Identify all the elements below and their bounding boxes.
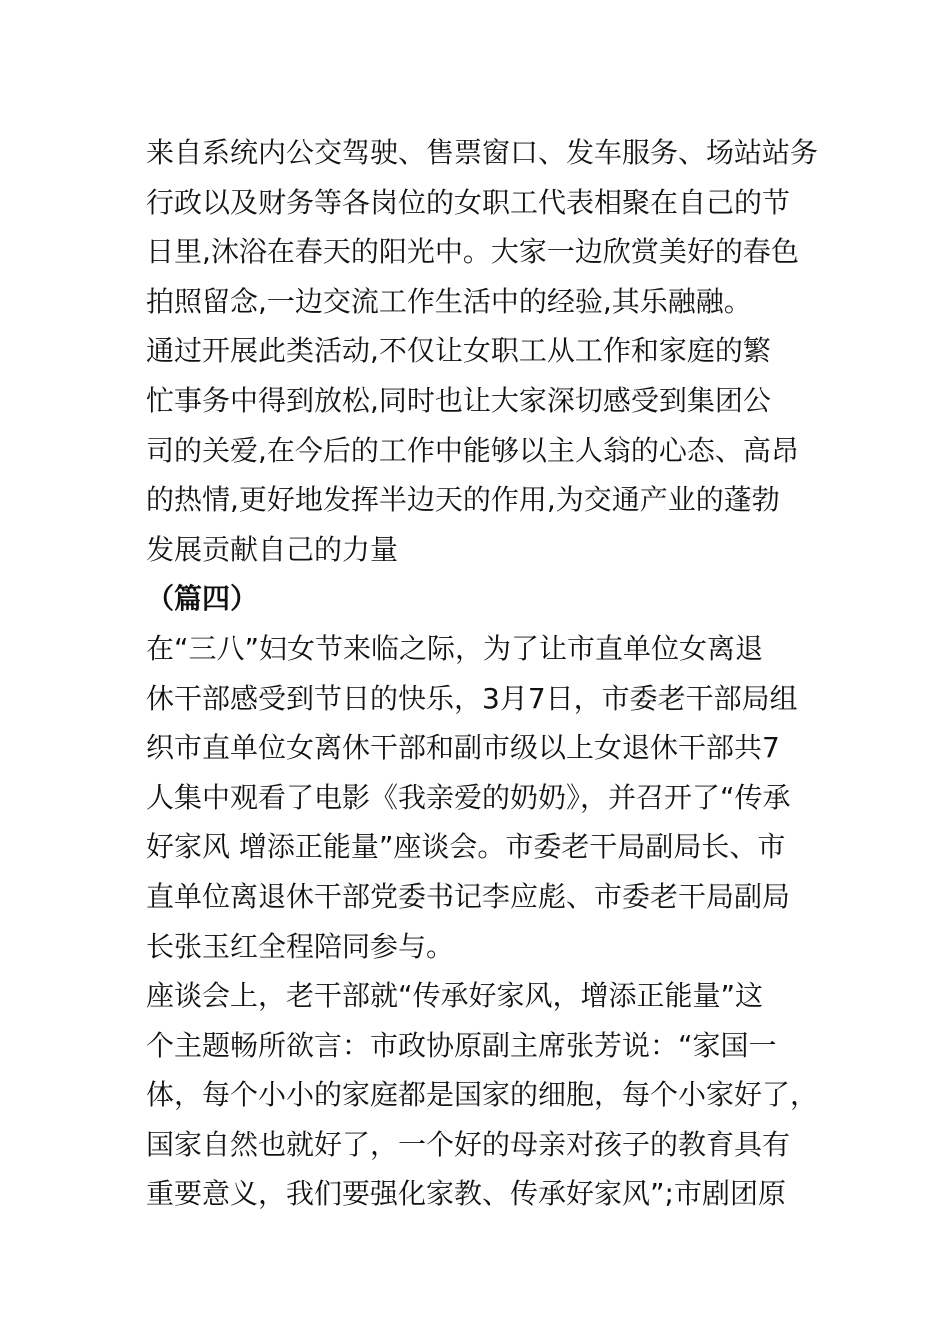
text-line: 在“三八”妇女节来临之际，为了让市直单位女离退 <box>146 631 764 665</box>
text-line: 发展贡献自己的力量 <box>146 532 399 566</box>
text-line: 来自系统内公交驾驶、售票窗口、发车服务、场站站务 <box>146 136 819 169</box>
text-line: 休干部感受到节日的快乐，3月7日，市委老干部局组 <box>146 681 798 715</box>
text-line: 行政以及财务等各岗位的女职工代表相聚在自己的节 <box>146 185 791 219</box>
text-line: 重要意义，我们要强化家教、传承好家风”;市剧团原 <box>146 1177 786 1211</box>
text-line: 座谈会上，老干部就“传承好家风，增添正能量”这 <box>146 979 764 1013</box>
text-line: 体，每个小小的家庭都是国家的细胞，每个小家好了， <box>146 1078 819 1112</box>
text-line: 日里,沐浴在春天的阳光中。大家一边欣赏美好的春色 <box>146 235 799 269</box>
text-line: 织市直单位女离休干部和副市级以上女退休干部共7 <box>146 731 780 765</box>
text-line: 司的关爱,在今后的工作中能够以主人翁的心态、高昂 <box>146 433 799 467</box>
section-heading: （篇四） <box>146 582 259 616</box>
text-line: 好家风 增添正能量”座谈会。市委老干局副局长、市 <box>146 830 786 864</box>
text-line: 长张玉红全程陪同参与。 <box>146 929 455 963</box>
text-line: 国家自然也就好了，一个好的母亲对孩子的教育具有 <box>146 1127 791 1161</box>
text-line: 忙事务中得到放松,同时也让大家深切感受到集团公 <box>146 383 771 417</box>
text-line: 的热情,更好地发挥半边天的作用,为交通产业的蓬勃 <box>146 483 780 517</box>
text-line: 人集中观看了电影《我亲爱的奶奶》，并召开了“传承 <box>146 780 791 814</box>
text-line: 拍照留念,一边交流工作生活中的经验,其乐融融。 <box>146 284 752 318</box>
document-body <box>146 128 819 1219</box>
text-line: 个主题畅所欲言：市政协原副主席张芳说：“家国一 <box>146 1028 777 1062</box>
text-line: 直单位离退休干部党委书记李应彪、市委老干局副局 <box>146 879 791 913</box>
text-line: 通过开展此类活动,不仅让女职工从工作和家庭的繁 <box>146 334 771 368</box>
